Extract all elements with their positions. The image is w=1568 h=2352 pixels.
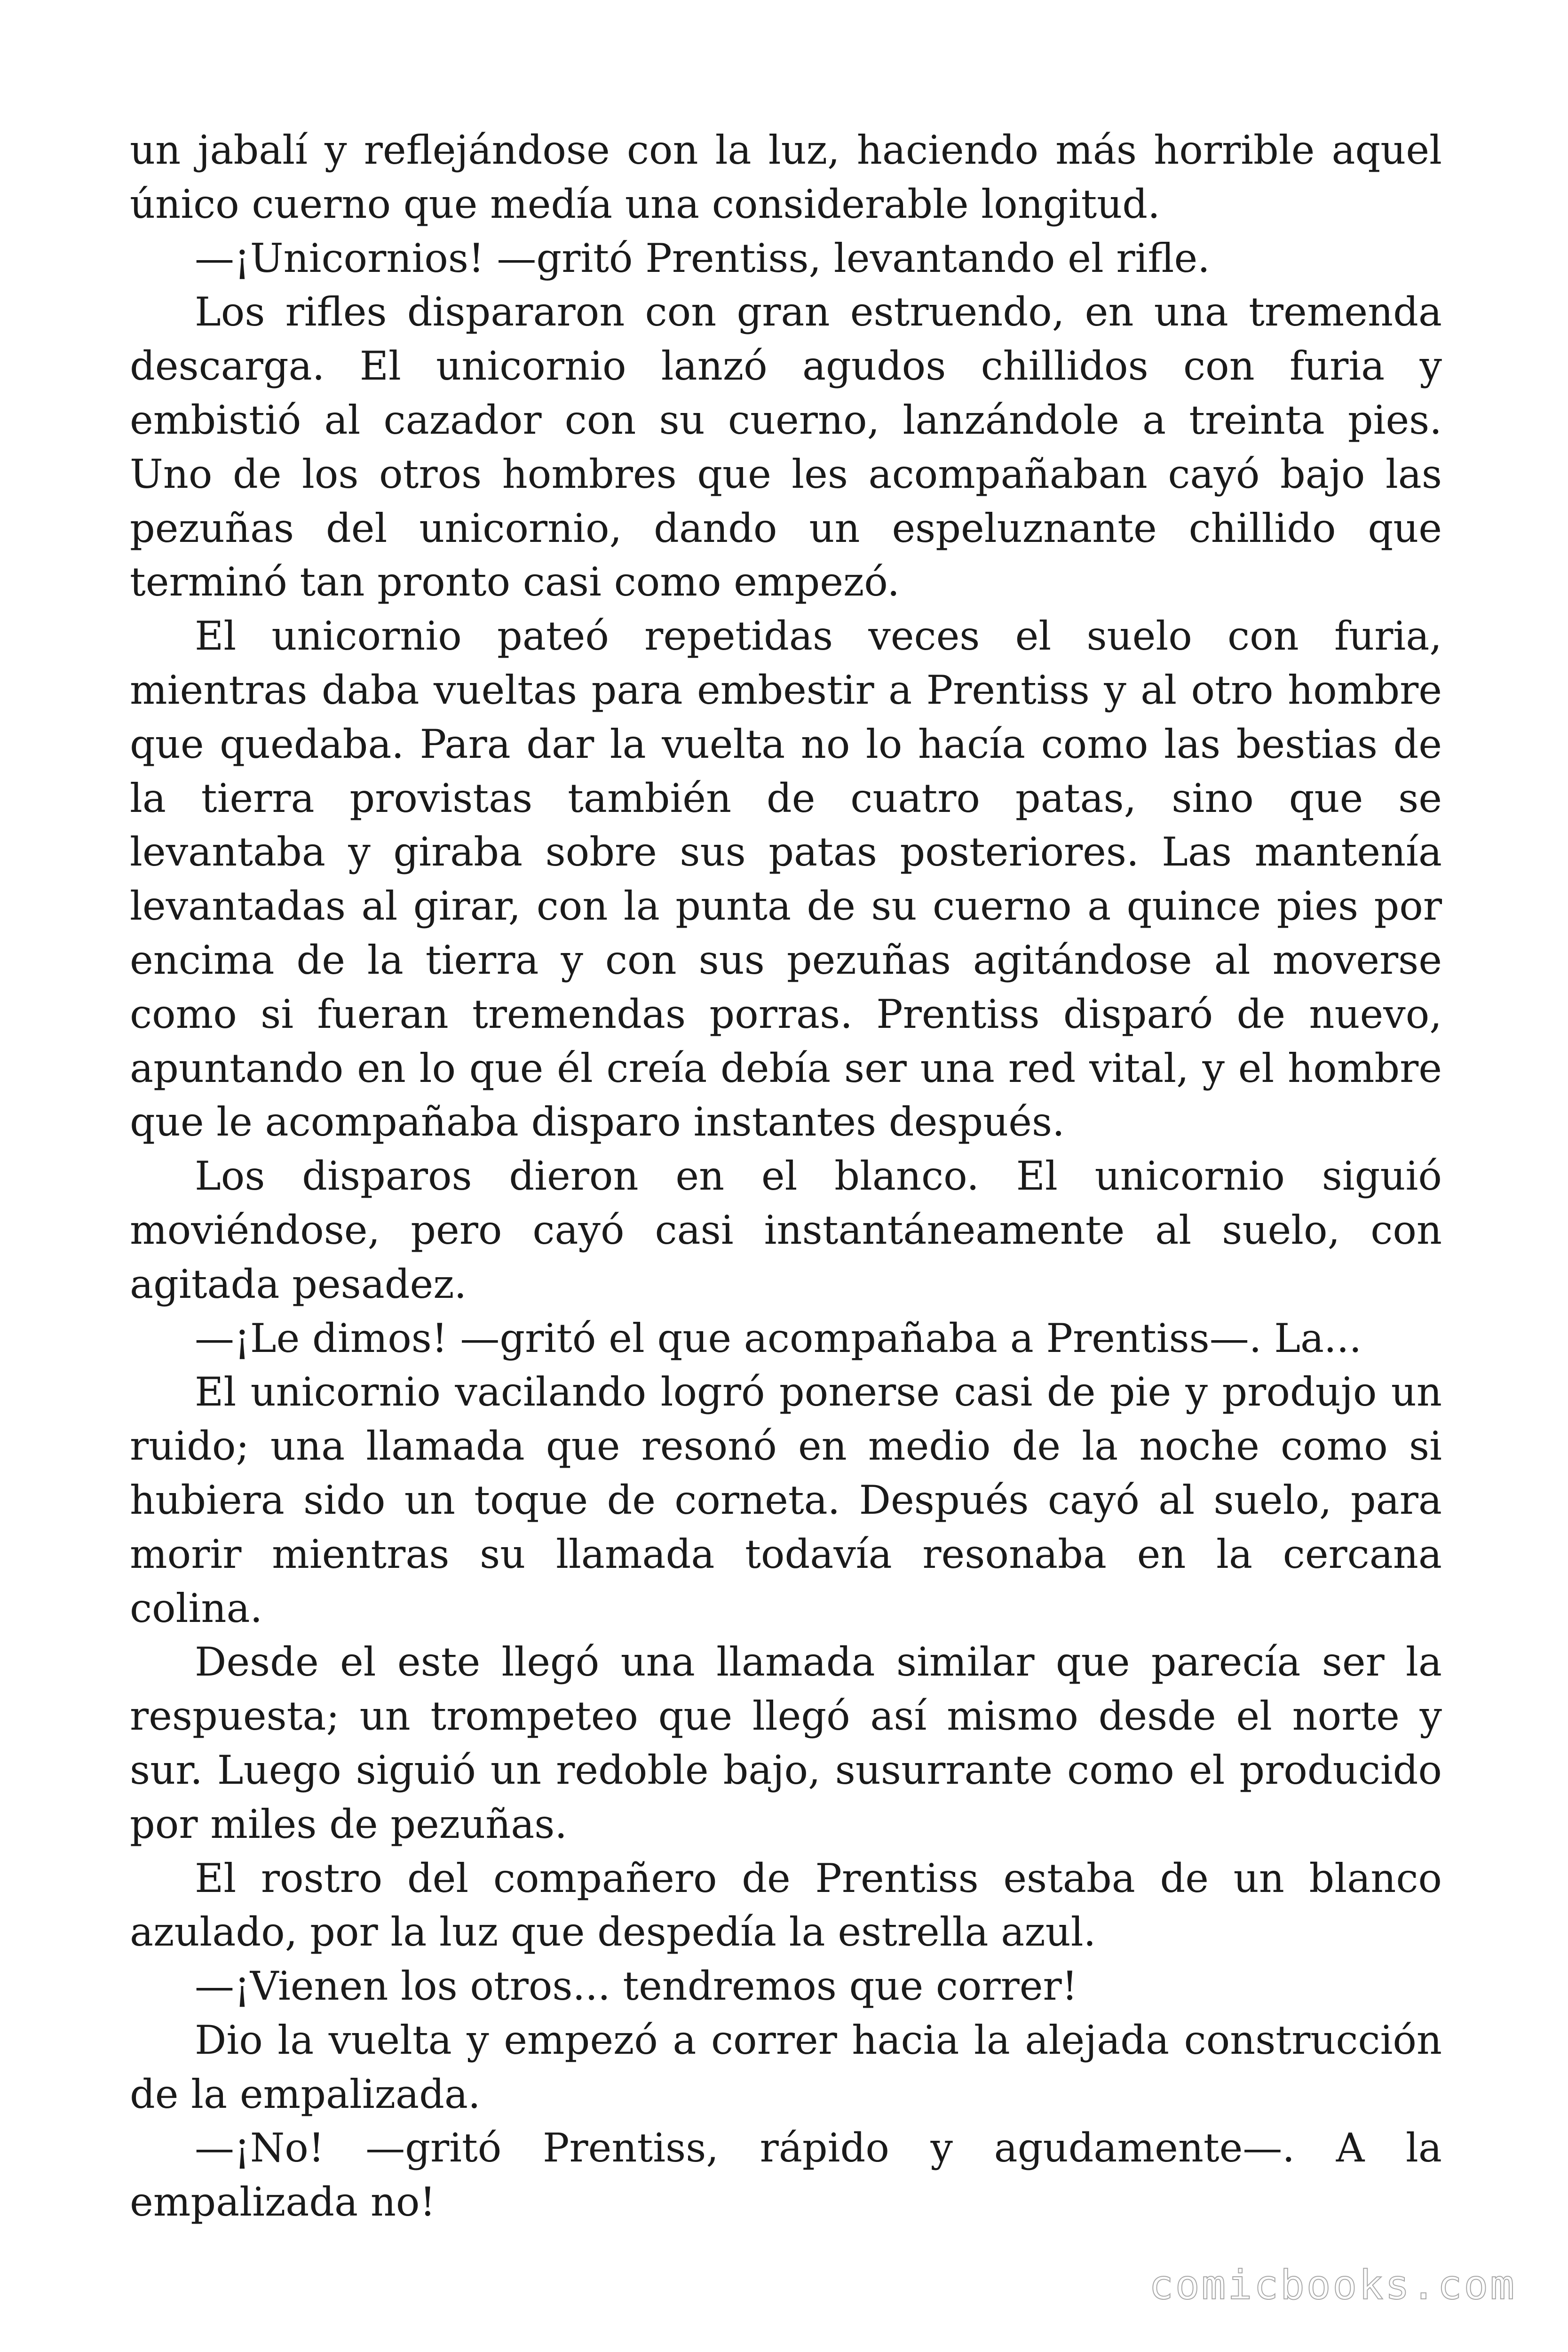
paragraph-3: Los rifles dispararon con gran estruendo, en una tremenda descarga. El unicornio lanzó agudos chillidos con furia y embistió al cazador con su cuerno, lanzándole a treinta pies. Uno de los otros hombres que les acompañaban cayó bajo las pezuñas del unicornio, dando un espeluznante chillido que terminó tan pronto casi como empezó. <box>130 289 1442 605</box>
paragraph-8: Desde el este llegó una llamada similar que parecía ser la respuesta; un trompeteo que llegó así mismo desde el norte y sur. Luego siguió un redoble bajo, susurrante como el producido por miles de pezuñas. <box>130 1639 1442 1847</box>
paragraph-7: El unicornio vacilando logró ponerse casi de pie y produjo un ruido; una llamada que resonó en medio de la noche como si hubiera sido un toque de corneta. Después cayó al suelo, para morir mientras su llamada todavía resonaba en la cercana colina. <box>130 1369 1442 1631</box>
paragraph-6: —¡Le dimos! —gritó el que acompañaba a Prentiss—. La... <box>195 1315 1362 1361</box>
paragraph-1: un jabalí y reflejándose con la luz, haciendo más horrible aquel único cuerno que medía una considerable longitud. <box>130 127 1442 227</box>
paragraph-11: Dio la vuelta y empezó a correr hacia la alejada construcción de la empalizada. <box>130 2017 1442 2117</box>
paragraph-2: —¡Unicornios! —gritó Prentiss, levantando el rifle. <box>195 235 1210 281</box>
watermark-logo: comicbooks.com <box>1149 2262 1516 2309</box>
paragraph-9: El rostro del compañero de Prentiss estaba de un blanco azulado, por la luz que despedía la estrella azul. <box>130 1855 1442 1955</box>
paragraph-12: —¡No! —gritó Prentiss, rápido y agudamente—. A la empalizada no! <box>130 2125 1442 2225</box>
body-text <box>130 123 1442 2229</box>
paragraph-10: —¡Vienen los otros... tendremos que correr! <box>195 1963 1078 2010</box>
paragraph-4: El unicornio pateó repetidas veces el suelo con furia, mientras daba vueltas para embestir a Prentiss y al otro hombre que quedaba. Para dar la vuelta no lo hacía como las bestias de la tierra provistas también de cuatro patas, sino que se levantaba y giraba sobre sus patas posteriores. Las mantenía levantadas al girar, con la punta de su cuerno a quince pies por encima de la tierra y con sus pezuñas agitándose al moverse como si fueran tremendas porras. Prentiss disparó de nuevo, apuntando en lo que él creía debía ser una red vital, y el hombre que le acompañaba disparo instantes después. <box>130 613 1442 1145</box>
paragraph-5: Los disparos dieron en el blanco. El unicornio siguió moviéndose, pero cayó casi instantáneamente al suelo, con agitada pesadez. <box>130 1153 1442 1307</box>
